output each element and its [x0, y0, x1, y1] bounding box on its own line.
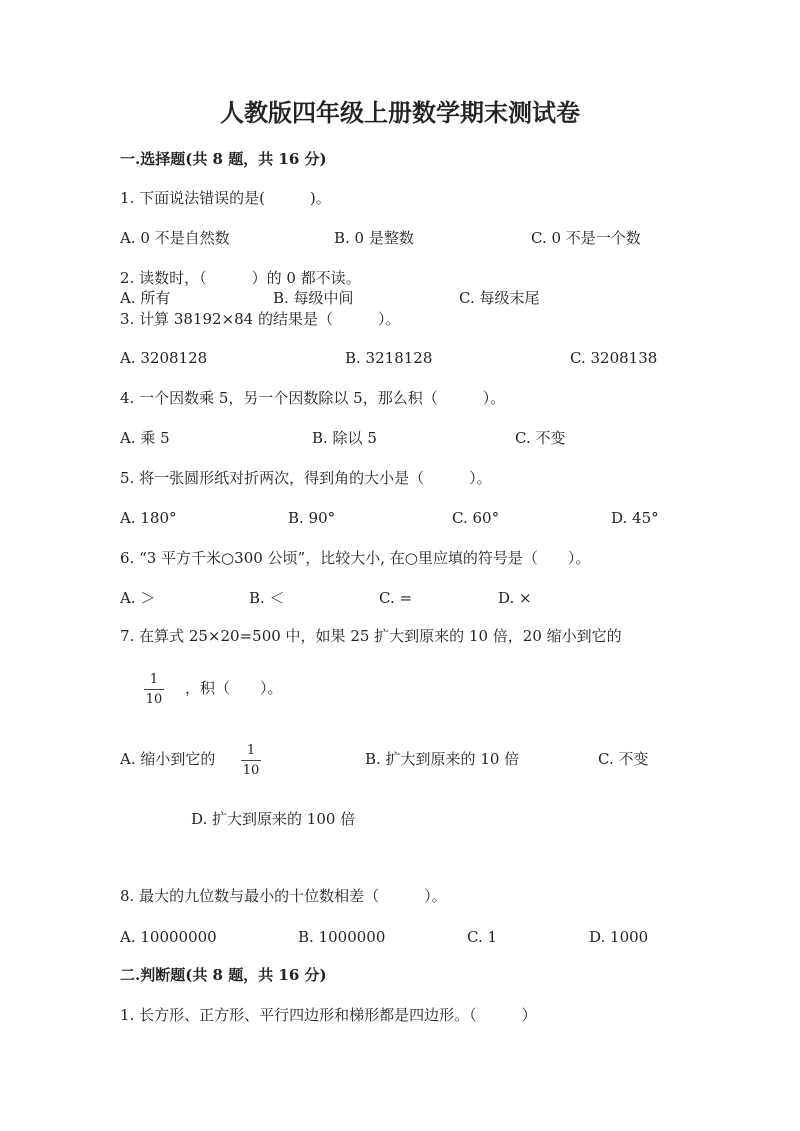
true-false-question-1-stem: 1. 长方形、正方形、平行四边形和梯形都是四边形。（ ） [120, 1006, 537, 1024]
question-5-stem: 5. 将一张圆形纸对折两次，得到角的大小是（ ）。 [120, 469, 492, 487]
page-title: 人教版四年级上册数学期末测试卷 [220, 98, 580, 127]
question-8-option-c: C. 1 [467, 928, 498, 946]
fraction-numerator: 1 [246, 743, 256, 758]
question-4-option-c: C. 不变 [515, 429, 566, 447]
question-7-option-c: C. 不变 [598, 750, 649, 768]
question-7-stem-tail: ，积（ ）。 [185, 679, 283, 697]
question-1-option-b: B. 0 是整数 [334, 229, 414, 247]
question-6-option-c: C. = [379, 589, 413, 607]
question-4-stem: 4. 一个因数乘 5，另一个因数除以 5，那么积（ ）。 [120, 389, 506, 407]
question-3-option-b: B. 3218128 [345, 349, 433, 367]
question-3-option-a: A. 3208128 [120, 349, 208, 367]
question-8-option-b: B. 1000000 [298, 928, 386, 946]
question-7-fraction [142, 672, 166, 707]
fraction-bar [144, 689, 164, 690]
question-5-option-b: B. 90° [288, 509, 336, 527]
question-8-option-a: A. 10000000 [120, 928, 217, 946]
question-6-option-a: A. ＞ [120, 589, 156, 607]
question-2-option-c: C. 每级末尾 [459, 289, 540, 307]
question-2-option-b: B. 每级中间 [273, 289, 354, 307]
question-1-stem: 1. 下面说法错误的是( )。 [120, 189, 331, 207]
question-4-option-a: A. 乘 5 [120, 429, 170, 447]
question-6-stem: 6. “3 平方千米○300 公顷”，比较大小, 在○里应填的符号是（ ）。 [120, 549, 591, 567]
question-5-option-a: A. 180° [120, 509, 177, 527]
question-7-option-b: B. 扩大到原来的 10 倍 [365, 750, 520, 768]
question-6-option-b: B. ＜ [249, 589, 285, 607]
question-5-option-c: C. 60° [452, 509, 500, 527]
fraction-denominator: 10 [145, 692, 163, 707]
question-4-option-b: B. 除以 5 [312, 429, 377, 447]
section-heading-choice: 一.选择题(共 8 题，共 16 分) [120, 150, 327, 168]
fraction-numerator: 1 [149, 672, 159, 687]
question-1-option-c: C. 0 不是一个数 [531, 229, 641, 247]
question-2-option-a: A. 所有 [120, 289, 171, 307]
question-7-option-a-fraction [239, 743, 263, 778]
question-8-stem: 8. 最大的九位数与最小的十位数相差（ ）。 [120, 887, 447, 905]
question-2-stem: 2. 读数时，（ ）的 0 都不读。 [120, 269, 361, 287]
section-heading-true-false: 二.判断题(共 8 题，共 16 分) [120, 966, 327, 984]
fraction-bar [241, 760, 261, 761]
fraction-denominator: 10 [242, 763, 260, 778]
question-3-option-c: C. 3208138 [570, 349, 658, 367]
question-1-option-a: A. 0 不是自然数 [120, 229, 230, 247]
question-6-option-d: D. × [498, 589, 532, 607]
question-3-stem: 3. 计算 38192×84 的结果是（ ）。 [120, 310, 401, 328]
question-5-option-d: D. 45° [611, 509, 659, 527]
question-7-option-d: D. 扩大到原来的 100 倍 [191, 810, 356, 828]
question-7-stem: 7. 在算式 25×20=500 中，如果 25 扩大到原来的 10 倍，20 缩小到它的 [120, 627, 622, 645]
question-8-option-d: D. 1000 [589, 928, 649, 946]
question-7-option-a: A. 缩小到它的 [120, 750, 216, 768]
